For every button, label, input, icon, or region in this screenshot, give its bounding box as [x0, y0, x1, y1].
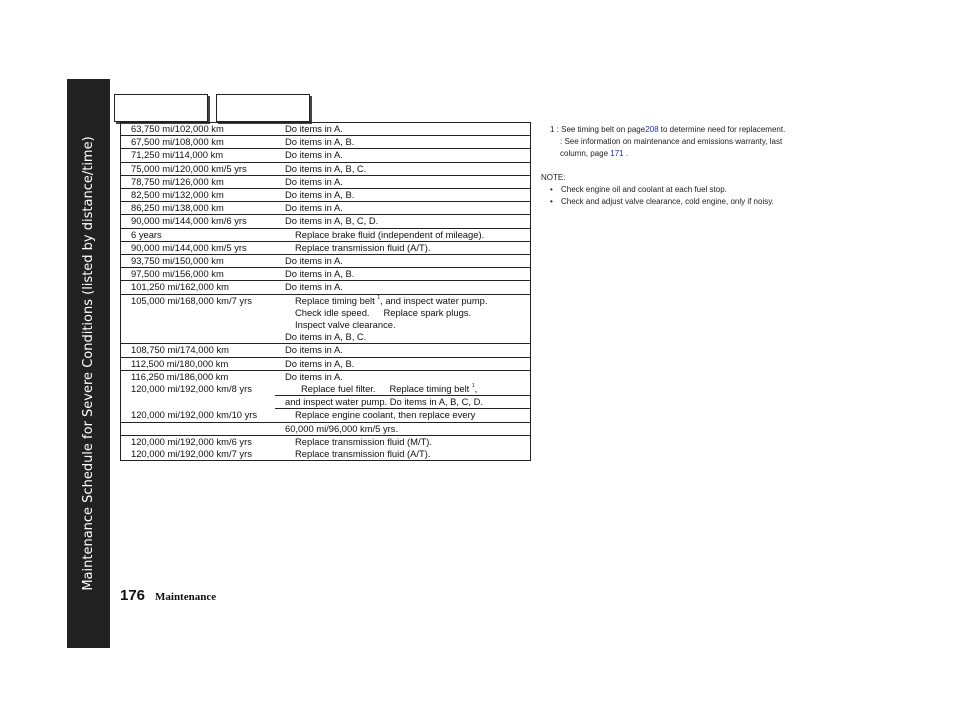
interval-cell: 120,000 mi/192,000 km/6 yrs — [121, 435, 276, 448]
work-cell — [275, 319, 531, 331]
interval-cell: 67,500 mi/108,000 km — [121, 136, 276, 149]
interval-cell: 93,750 mi/150,000 km — [121, 255, 276, 268]
table-row — [121, 344, 531, 357]
work-cell — [275, 448, 531, 461]
work-cell: Do items in A. — [275, 255, 531, 268]
work-cell: Do items in A. — [275, 149, 531, 162]
interval-cell: 97,500 mi/156,000 km — [121, 268, 276, 281]
work-text: Replace transmission fluid (M/T). — [295, 435, 433, 447]
header-box-right — [216, 94, 310, 122]
work-cell: Do items in A, B, C, D. — [275, 215, 531, 228]
table-row — [121, 241, 531, 254]
table-row — [121, 123, 531, 136]
table-row — [121, 281, 531, 294]
work-cell — [275, 307, 531, 319]
work-text: Replace transmission fluid (A/T). — [295, 448, 431, 460]
footnote-1: 1 : See timing belt on page208 to determine need for replacement. — [550, 125, 786, 134]
interval-cell: 71,250 mi/114,000 km — [121, 149, 276, 162]
work-cell: Do items in A, B. — [275, 268, 531, 281]
work-cell: Do items in A, B. — [275, 357, 531, 370]
interval-cell: 120,000 mi/192,000 km/10 yrs — [131, 408, 258, 420]
table-row — [121, 215, 531, 228]
table-row — [121, 409, 531, 422]
work-text: Replace transmission fluid (A/T). — [295, 241, 431, 253]
work-cell — [275, 228, 531, 241]
table-row — [121, 331, 531, 344]
table-row — [121, 319, 531, 331]
work-text: Replace engine coolant, then replace every — [295, 409, 476, 421]
work-cell: Do items in A. — [275, 281, 531, 294]
work-cell: and inspect water pump. Do items in A, B, C, D. — [275, 396, 531, 409]
table-row — [121, 149, 531, 162]
footnote-2-cont: column, page 171 . — [560, 149, 629, 158]
interval-cell: 86,250 mi/138,000 km — [121, 202, 276, 215]
table-row — [121, 189, 531, 202]
table-row — [121, 228, 531, 241]
table-row — [121, 370, 531, 383]
table-row — [121, 396, 531, 409]
bullet-icon: • — [550, 197, 553, 206]
interval-cell: 6 years — [121, 228, 276, 241]
table-row — [121, 435, 531, 448]
page-link-171[interactable]: 171 — [610, 149, 624, 158]
table-row — [121, 202, 531, 215]
work-cell: Do items in A. — [275, 123, 531, 136]
notes-panel — [541, 124, 841, 208]
work-cell — [275, 241, 531, 254]
table-row — [121, 136, 531, 149]
page-number: 176 — [120, 587, 146, 604]
interval-cell: 82,500 mi/132,000 km — [121, 189, 276, 202]
interval-cell: 120,000 mi/192,000 km/7 yrs — [121, 448, 276, 461]
table-row — [121, 294, 531, 307]
side-tab-title: Maintenance Schedule for Severe Conditions (listed by distance/time) — [81, 136, 96, 591]
interval-cell: 90,000 mi/144,000 km/6 yrs — [121, 215, 276, 228]
list-item: • Check and adjust valve clearance, cold engine, only if noisy. — [550, 197, 774, 206]
interval-cell: 63,750 mi/102,000 km — [121, 123, 276, 136]
work-cell: Do items in A. — [275, 202, 531, 215]
interval-cell: 78,750 mi/126,000 km — [121, 175, 276, 188]
side-tab — [67, 79, 110, 648]
work-cell: 60,000 mi/96,000 km/5 yrs. — [275, 422, 531, 435]
footnote-marker: 1 — [377, 294, 381, 301]
work-text: Replace brake fluid (independent of mileage). — [295, 228, 485, 240]
bullet-icon: • — [550, 185, 553, 194]
work-text: , — [474, 383, 478, 395]
footnote-2: : See information on maintenance and emissions warranty, last — [560, 137, 783, 146]
table-row — [121, 448, 531, 461]
header-box-left — [114, 94, 208, 122]
table-row — [121, 255, 531, 268]
work-cell: Do items in A, B, C. — [275, 162, 531, 175]
footnote-marker: 1 — [471, 383, 475, 390]
interval-cell: 75,000 mi/120,000 km/5 yrs — [121, 162, 276, 175]
work-cell — [275, 435, 531, 448]
work-text: Replace fuel filter. — [301, 383, 376, 395]
table-row — [121, 307, 531, 319]
work-cell: Do items in A. — [275, 175, 531, 188]
work-text: Replace spark plugs. — [383, 306, 472, 318]
table-row — [121, 383, 531, 396]
note-heading: NOTE: — [541, 173, 566, 182]
table-row — [121, 162, 531, 175]
work-text: Replace timing belt — [389, 383, 470, 395]
interval-cell: 90,000 mi/144,000 km/5 yrs — [121, 241, 276, 254]
interval-cell: 105,000 mi/168,000 km/7 yrs — [121, 294, 276, 307]
interval-cell: 116,250 mi/186,000 km — [121, 370, 276, 383]
work-text: , and inspect water pump. — [380, 294, 488, 306]
interval-cell: 120,000 mi/192,000 km/8 yrs — [131, 383, 252, 395]
work-cell: Do items in A, B. — [275, 189, 531, 202]
work-text: Inspect valve clearance. — [295, 319, 396, 331]
work-cell — [275, 383, 531, 396]
work-text: Check idle speed. — [295, 306, 370, 318]
page-link-208[interactable]: 208 — [645, 125, 659, 134]
table-row — [121, 422, 531, 435]
work-cell — [275, 294, 531, 307]
maintenance-schedule-table — [120, 122, 531, 461]
work-cell: Do items in A. — [275, 370, 531, 383]
work-cell: Do items in A, B. — [275, 136, 531, 149]
table-row — [121, 175, 531, 188]
work-text: Replace timing belt — [295, 294, 375, 306]
interval-cell: 101,250 mi/162,000 km — [121, 281, 276, 294]
interval-cell: 112,500 mi/180,000 km — [121, 357, 276, 370]
work-cell: Do items in A, B, C. — [285, 331, 367, 343]
work-cell — [275, 409, 531, 422]
list-item: • Check engine oil and coolant at each fuel stop. — [550, 185, 727, 194]
work-cell: Do items in A. — [275, 344, 531, 357]
table-row — [121, 357, 531, 370]
interval-cell: 108,750 mi/174,000 km — [121, 344, 276, 357]
table-row — [121, 268, 531, 281]
section-name: Maintenance — [155, 591, 217, 603]
